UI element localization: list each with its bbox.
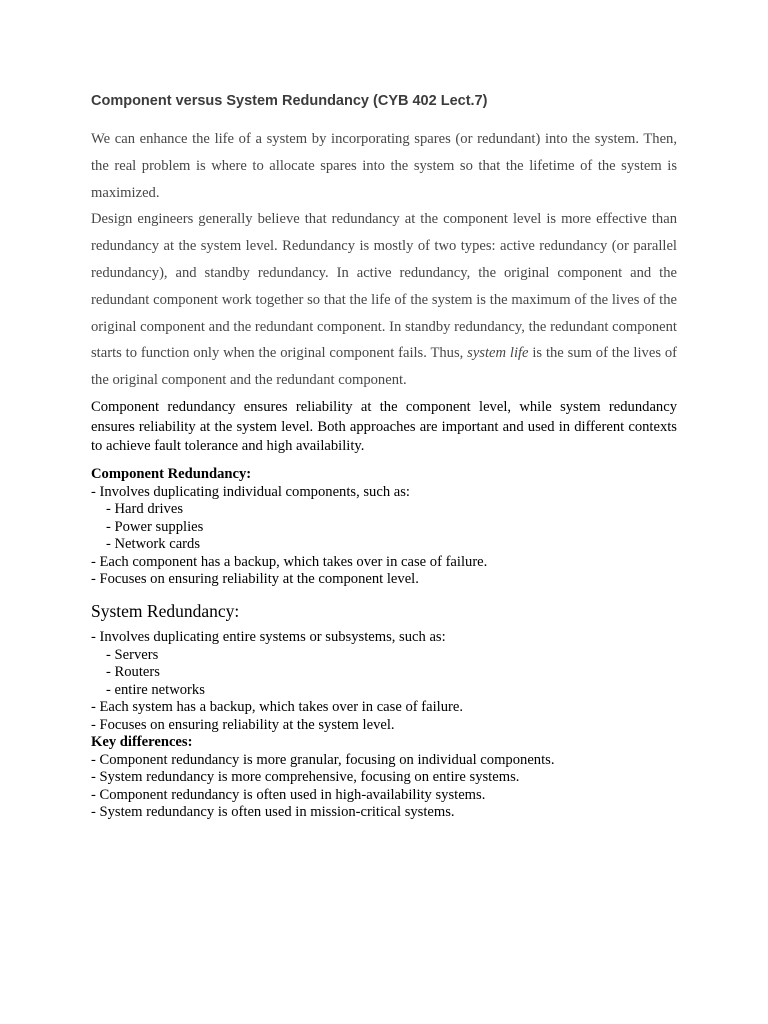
list-item: - entire networks xyxy=(106,681,205,698)
intro-section xyxy=(91,126,677,394)
list-item: - Network cards xyxy=(106,536,201,552)
list-item: - Component redundancy is more granular, focusing on individual components. xyxy=(91,751,555,768)
list-item: - System redundancy is more comprehensive, focusing on entire systems. xyxy=(91,769,520,785)
system-redundancy-intro: - Involves duplicating entire systems or subsystems, such as: xyxy=(91,629,446,645)
list-item: - Routers xyxy=(106,664,160,680)
key-differences-heading: Key differences: xyxy=(91,734,193,750)
system-redundancy-point-1: - Each system has a backup, which takes over in case of failure. xyxy=(91,699,463,715)
component-redundancy-section xyxy=(91,466,677,589)
document-title: Component versus System Redundancy (CYB 402 Lect.7) xyxy=(91,93,488,109)
intro-paragraph-2-end: is the sum of the lives of the original component and the redundant component. xyxy=(91,345,677,389)
intro-paragraph-2-text: Design engineers generally believe that redundancy at the component level is more effective than redundancy at the system level. Redundancy is mostly of two types: active redundancy (or parallel redundancy), and standby redundancy. In active redundancy, the original component and the redundant component work together so that the life of the system is the maximum of the lives of the original component and the redundant component. In standby redundancy, the redundant component starts to function only when the original component fails. Thus, xyxy=(91,211,677,362)
intro-paragraph-1: We can enhance the life of a system by incorporating spares (or redundant) into the system. Then, the real problem is where to allocate spares into the system so that the lifetime of the system is maximized. xyxy=(91,131,677,201)
component-redundancy-intro: - Involves duplicating individual components, such as: xyxy=(91,483,410,500)
list-item: - Power supplies xyxy=(106,518,204,535)
component-redundancy-point-2: - Focuses on ensuring reliability at the component level. xyxy=(91,571,419,587)
system-redundancy-point-2: - Focuses on ensuring reliability at the system level. xyxy=(91,716,395,733)
system-redundancy-section xyxy=(91,629,677,822)
system-life-emphasis: system life xyxy=(467,345,529,362)
summary-paragraph: Component redundancy ensures reliability at the component level, while system redundancy ensures reliability at the system level. Both approaches are important and used in different contexts to achieve fault tolerance and high availability. xyxy=(91,399,677,454)
list-item: - System redundancy is often used in mission-critical systems. xyxy=(91,804,455,820)
system-redundancy-heading: System Redundancy: xyxy=(91,601,240,621)
list-item: - Component redundancy is often used in high-availability systems. xyxy=(91,786,486,803)
intro-paragraph-2 xyxy=(91,206,677,394)
list-item: - Servers xyxy=(106,646,159,663)
list-item: - Hard drives xyxy=(106,501,183,517)
component-redundancy-heading: Component Redundancy: xyxy=(91,466,252,482)
component-redundancy-point-1: - Each component has a backup, which takes over in case of failure. xyxy=(91,553,488,570)
